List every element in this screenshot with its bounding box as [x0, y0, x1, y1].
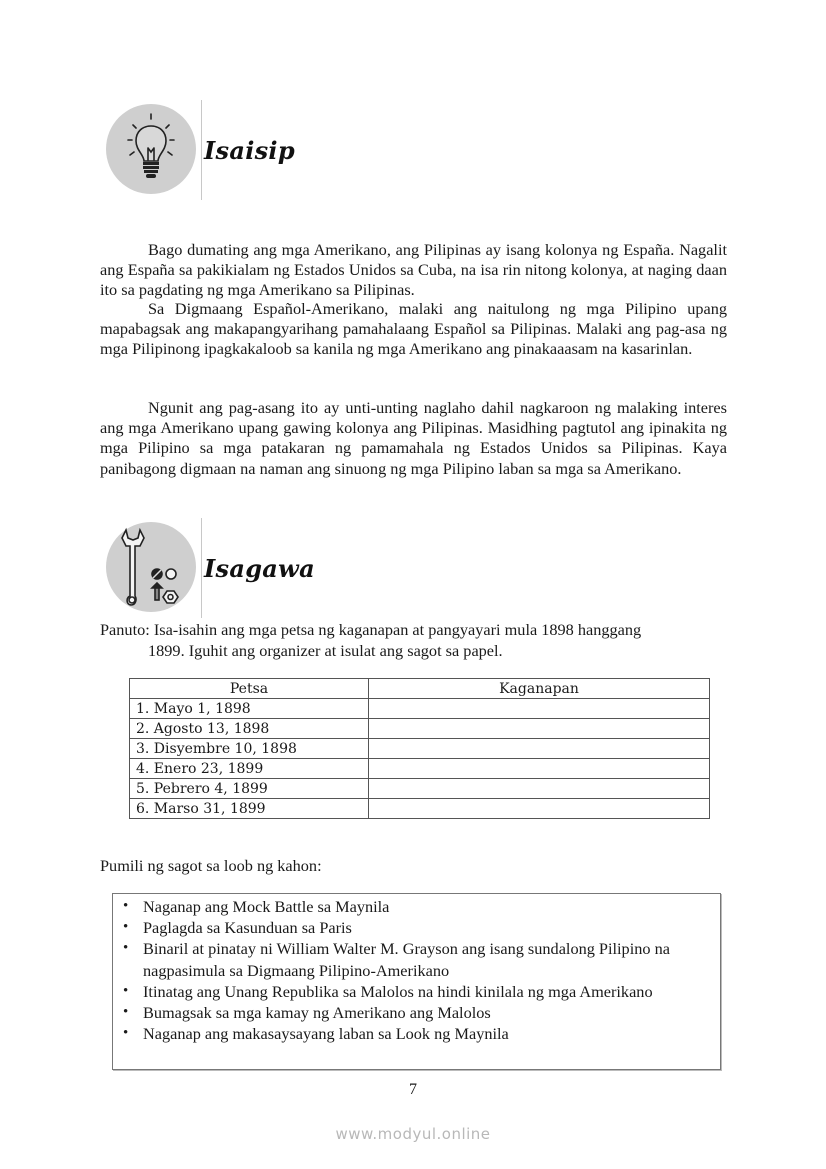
instructions	[100, 620, 730, 661]
kaganapan-cell[interactable]	[369, 779, 710, 799]
kaganapan-cell[interactable]	[369, 739, 710, 759]
choices-instruction: Pumili ng sagot sa loob ng kahon:	[100, 856, 322, 875]
choices-list	[113, 894, 720, 1044]
page-number: 7	[409, 1081, 417, 1098]
list-item: • Paglagda sa Kasunduan sa Paris	[143, 917, 720, 938]
header-kaganapan: Kaganapan	[369, 679, 710, 699]
kaganapan-cell[interactable]	[369, 799, 710, 819]
paragraph-1-text: Bago dumating ang mga Amerikano, ang Pilipinas ay isang kolonya ng España. Nagalit ang España sa pakikialam ng Estados Unidos sa Cuba, na isa rin nitong kolonya, at naging daan ito sa pagdating ng mga Amerikano sa Pilipinas.	[100, 240, 727, 300]
isagawa-header	[100, 518, 400, 623]
list-item: • Itinatag ang Unang Republika sa Malolos na hindi kinilala ng mga Amerikano	[143, 981, 720, 1002]
section-title-isagawa: Isagawa	[204, 554, 315, 583]
choices-box	[112, 893, 721, 1070]
paragraph-2	[100, 299, 727, 360]
paragraph-1	[100, 240, 727, 301]
isaisip-header	[100, 100, 400, 205]
table-row	[130, 759, 710, 779]
kaganapan-cell[interactable]	[369, 759, 710, 779]
kaganapan-cell[interactable]	[369, 719, 710, 739]
table-row	[130, 779, 710, 799]
paragraph-3-text: Ngunit ang pag-asang ito ay unti-unting naglaho dahil nagkaroon ng malaking interes ang mga Amerikano upang gawing kolonya ang Pilipinas. Masidhing pagtutol ang ipinakita ng mga Pilipino sa mga patakaran ng pamamahala ng Estados Unidos sa Pilipinas. Kaya panibagong digmaan na naman ang sinuong ng mga Pilipino laban sa mga sa Amerikano.	[100, 398, 727, 478]
table-row	[130, 799, 710, 819]
header-divider	[201, 100, 202, 200]
watermark: www.modyul.online	[335, 1125, 491, 1143]
table-row	[130, 719, 710, 739]
paragraph-2-text: Sa Digmaang Español-Amerikano, malaki ang naitulong ng mga Pilipino upang mapabagsak ang makapangyarihang pamahalaang Español sa Pilipinas. Malaki ang pag-asa ng mga Pilipinong ipagkakaloob sa kanila ng mga Amerikano ang pinakaaasam na kasarinlan.	[100, 299, 727, 359]
table-row	[130, 739, 710, 759]
wrench-tools-icon	[100, 518, 200, 618]
petsa-cell: 6. Marso 31, 1899	[130, 799, 369, 819]
list-item: • Binaril at pinatay ni William Walter M. Grayson ang isang sundalong Pilipino na nagpasimula sa Digmaang Pilipino-Amerikano	[143, 938, 720, 980]
table-row	[130, 699, 710, 719]
petsa-cell: 4. Enero 23, 1899	[130, 759, 369, 779]
list-item: • Naganap ang makasaysayang laban sa Look ng Maynila	[143, 1023, 720, 1044]
table-header-row	[130, 679, 710, 699]
list-item: • Naganap ang Mock Battle sa Maynila	[143, 896, 720, 917]
header-divider	[201, 518, 202, 618]
events-table	[129, 678, 710, 819]
instruction-line-2: 1899. Iguhit ang organizer at isulat ang sagot sa papel.	[148, 640, 503, 660]
petsa-cell: 2. Agosto 13, 1898	[130, 719, 369, 739]
paragraph-3	[100, 398, 727, 479]
section-title-isaisip: Isaisip	[204, 136, 295, 165]
list-item: • Bumagsak sa mga kamay ng Amerikano ang Malolos	[143, 1002, 720, 1023]
kaganapan-cell[interactable]	[369, 699, 710, 719]
instruction-line-1: Panuto: Isa-isahin ang mga petsa ng kaganapan at pangyayari mula 1898 hanggang	[100, 620, 642, 639]
lightbulb-icon	[100, 100, 200, 200]
petsa-cell: 5. Pebrero 4, 1899	[130, 779, 369, 799]
petsa-cell: 1. Mayo 1, 1898	[130, 699, 369, 719]
petsa-cell: 3. Disyembre 10, 1898	[130, 739, 369, 759]
header-petsa: Petsa	[130, 679, 369, 699]
